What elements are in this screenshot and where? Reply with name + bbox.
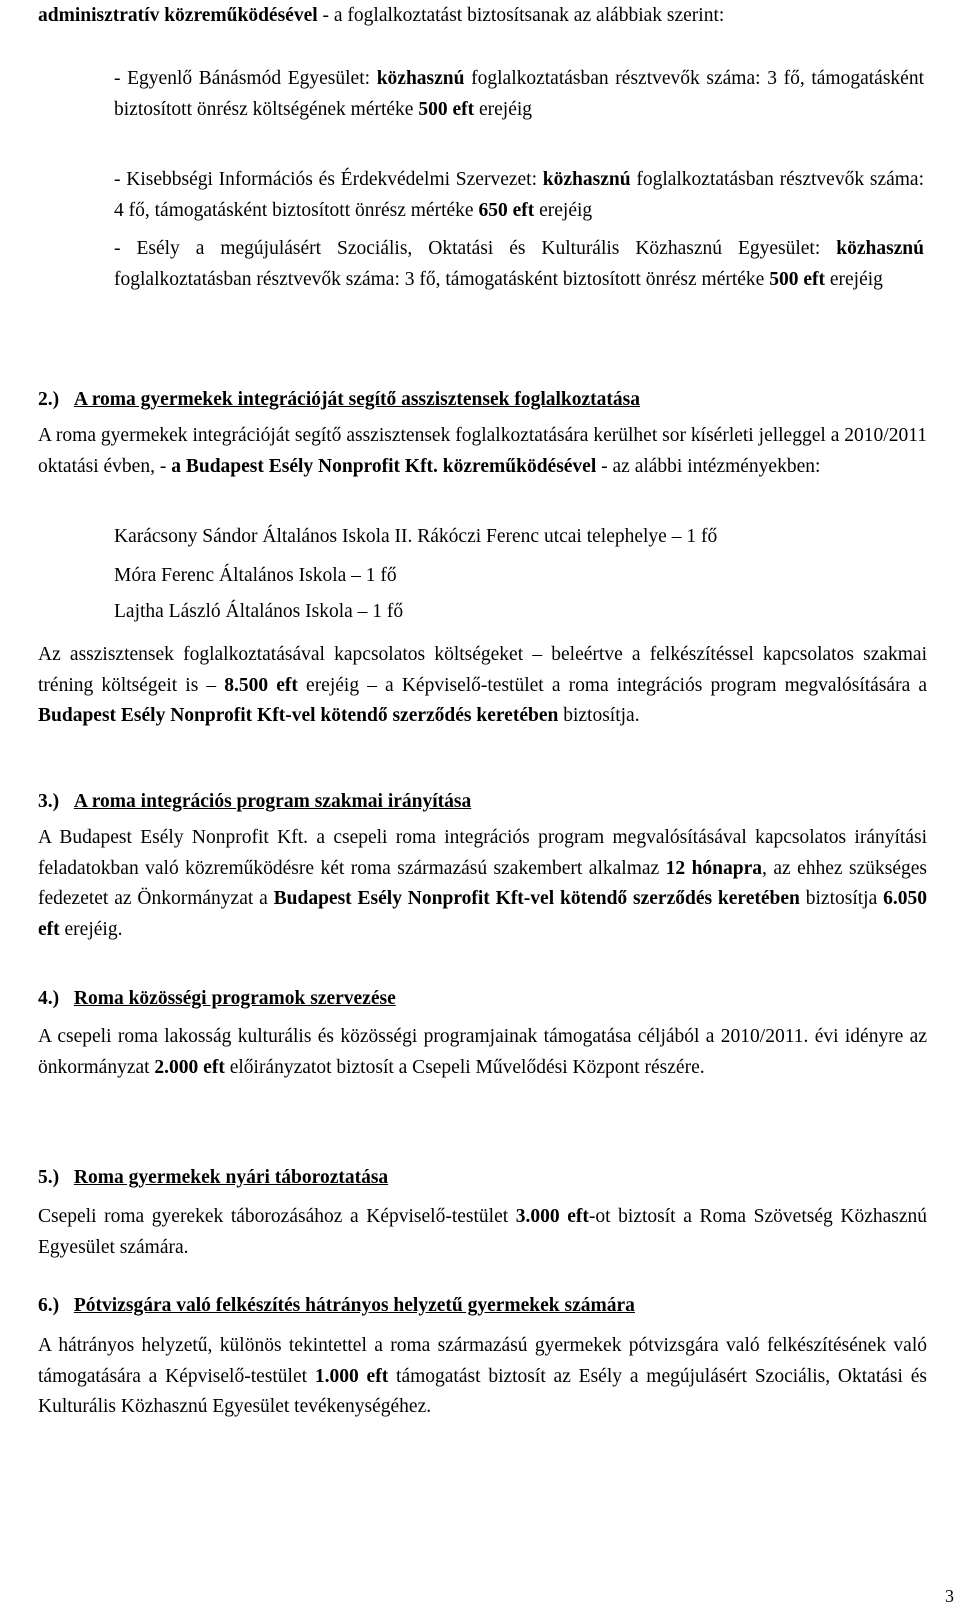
paragraph-text: A roma gyermekek integrációját segítő asszisztensek foglalkoztatására kerülhet sor kísérleti jelleggel a 2010/2011 oktatási évben, - xyxy=(38,425,927,477)
paragraph-text: A hátrányos helyzetű, különös tekintettel a roma származású gyermekek pótvizsgára való felkészítésének való támogatására a Képviselő-testület xyxy=(38,1335,927,1387)
bullet-amount: 500 eft xyxy=(418,99,475,120)
section-title: Roma gyermekek nyári táboroztatása xyxy=(73,1167,389,1188)
section-number: 4.) xyxy=(38,988,60,1009)
section-number: 3.) xyxy=(38,791,60,812)
bullet-item xyxy=(114,63,924,125)
section-2-heading xyxy=(38,384,640,415)
bullet-amount: 500 eft xyxy=(769,269,825,290)
section-number: 2.) xyxy=(38,389,60,410)
section-2-paragraph-2 xyxy=(38,640,927,732)
section-6-heading xyxy=(38,1290,635,1321)
paragraph-bold: Budapest Esély Nonprofit Kft-vel kötendő szerződés keretében xyxy=(273,888,800,909)
bullet-amount: 650 eft xyxy=(478,200,535,221)
paragraph-text: biztosítja xyxy=(799,888,884,909)
paragraph-text: -ot biztosít a Roma Szövetség Közhasznú Egyesület számára. xyxy=(38,1206,927,1258)
school-item: Lajtha László Általános Iskola – 1 fő xyxy=(114,601,404,622)
bullet-text: erejéig xyxy=(824,269,883,290)
paragraph-amount: 6.050 eft xyxy=(38,888,927,940)
paragraph-text: , az ehhez szükséges fedezetet az Önkormányzat a xyxy=(38,857,927,909)
section-3-heading xyxy=(38,786,471,817)
paragraph-amount: 8.500 eft xyxy=(224,674,298,696)
paragraph-text: Csepeli roma gyerekek táborozásához a Képviselő-testület xyxy=(38,1206,516,1227)
section-3-paragraph xyxy=(38,823,927,945)
paragraph-amount: 1.000 eft xyxy=(314,1365,389,1387)
paragraph-text: előirányzatot biztosít a Csepeli Művelődési Központ részére. xyxy=(224,1056,705,1078)
paragraph-text: A csepeli roma lakosság kulturális és közösségi programjainak támogatása céljából a 2010/2011. évi idényre az önkormányzat xyxy=(38,1026,927,1078)
bullet-item xyxy=(114,233,924,295)
bullet-text: foglalkoztatásban résztvevők száma: 3 fő, támogatásként biztosított önrész költségének mértéke xyxy=(114,68,924,120)
section-4-heading xyxy=(38,983,396,1014)
section-title: Pótvizsgára való felkészítés hátrányos helyzetű gyermekek számára xyxy=(73,1295,635,1316)
section-title: A roma gyermekek integrációját segítő asszisztensek foglalkoztatása xyxy=(73,389,640,410)
bullet-item xyxy=(114,164,924,226)
bullet-text: foglalkoztatásban résztvevők száma: 3 fő, támogatásként biztosított önrész mértéke xyxy=(114,269,770,290)
page-number: 3 xyxy=(945,1586,954,1606)
paragraph-bold: Budapest Esély Nonprofit Kft-vel kötendő szerződés keretében xyxy=(38,705,559,726)
document-page xyxy=(38,0,927,1617)
section-number: 6.) xyxy=(38,1295,60,1316)
bullet-text: erejéig xyxy=(534,200,593,221)
school-item: Karácsony Sándor Általános Iskola II. Rákóczi Ferenc utcai telephelye – 1 fő xyxy=(114,526,718,547)
paragraph-text: biztosítja. xyxy=(558,705,640,726)
paragraph-text: Az asszisztensek foglalkoztatásával kapcsolatos költségeket – beleértve a felkészítéssel kapcsolatos szakmai tréning költségeit is – xyxy=(38,644,927,696)
paragraph-amount: 2.000 eft xyxy=(154,1056,225,1078)
bullet-bold: közhasznú xyxy=(376,68,465,89)
bullet-text: - Kisebbségi Információs és Érdekvédelmi Szervezet: xyxy=(114,169,543,190)
section-title: A roma integrációs program szakmai irányítása xyxy=(73,791,472,812)
intro-rest: - a foglalkoztatást biztosítsanak az alábbiak szerint: xyxy=(317,5,725,26)
paragraph-amount: 3.000 eft xyxy=(515,1206,589,1227)
section-5-heading xyxy=(38,1162,388,1193)
section-4-paragraph xyxy=(38,1022,927,1083)
bullet-bold: közhasznú xyxy=(836,238,924,259)
bullet-text: foglalkoztatásban résztvevők száma: 4 fő, támogatásként biztosított önrész mértéke xyxy=(114,169,924,221)
paragraph-bold: 12 hónapra xyxy=(665,857,763,879)
paragraph-text: erejéig. xyxy=(59,918,123,940)
paragraph-text: támogatást biztosít az Esély a megújulásért Szociális, Oktatási és Kulturális Közhasznú Egyesület tevékenységéhez. xyxy=(38,1365,927,1417)
bullet-text: - Egyenlő Bánásmód Egyesület: xyxy=(114,68,377,89)
paragraph-text: A Budapest Esély Nonprofit Kft. a csepeli roma integrációs program megvalósításával kapcsolatos irányítási feladatokban való közreműködésre két roma származású szakembert alkalmaz xyxy=(38,827,927,879)
paragraph-text: erejéig – a Képviselő-testület a roma integrációs program megvalósítására a xyxy=(297,674,928,696)
paragraph-text: - az alábbi intézményekben: xyxy=(596,455,821,477)
section-number: 5.) xyxy=(38,1167,60,1188)
section-title: Roma közösségi programok szervezése xyxy=(73,988,396,1009)
bullet-bold: közhasznú xyxy=(542,169,631,190)
school-item: Móra Ferenc Általános Iskola – 1 fő xyxy=(114,565,397,586)
section-6-paragraph xyxy=(38,1331,927,1423)
bullet-text: - Esély a megújulásért Szociális, Oktatási és Kulturális Közhasznú Egyesület: xyxy=(114,238,837,259)
section-5-paragraph xyxy=(38,1202,927,1263)
intro-lead: adminisztratív közreműködésével xyxy=(38,5,318,26)
bullet-text: erejéig xyxy=(474,99,533,120)
intro-paragraph xyxy=(38,0,927,31)
section-2-paragraph-1 xyxy=(38,421,927,482)
paragraph-bold: a Budapest Esély Nonprofit Kft. közreműködésével xyxy=(171,455,597,477)
